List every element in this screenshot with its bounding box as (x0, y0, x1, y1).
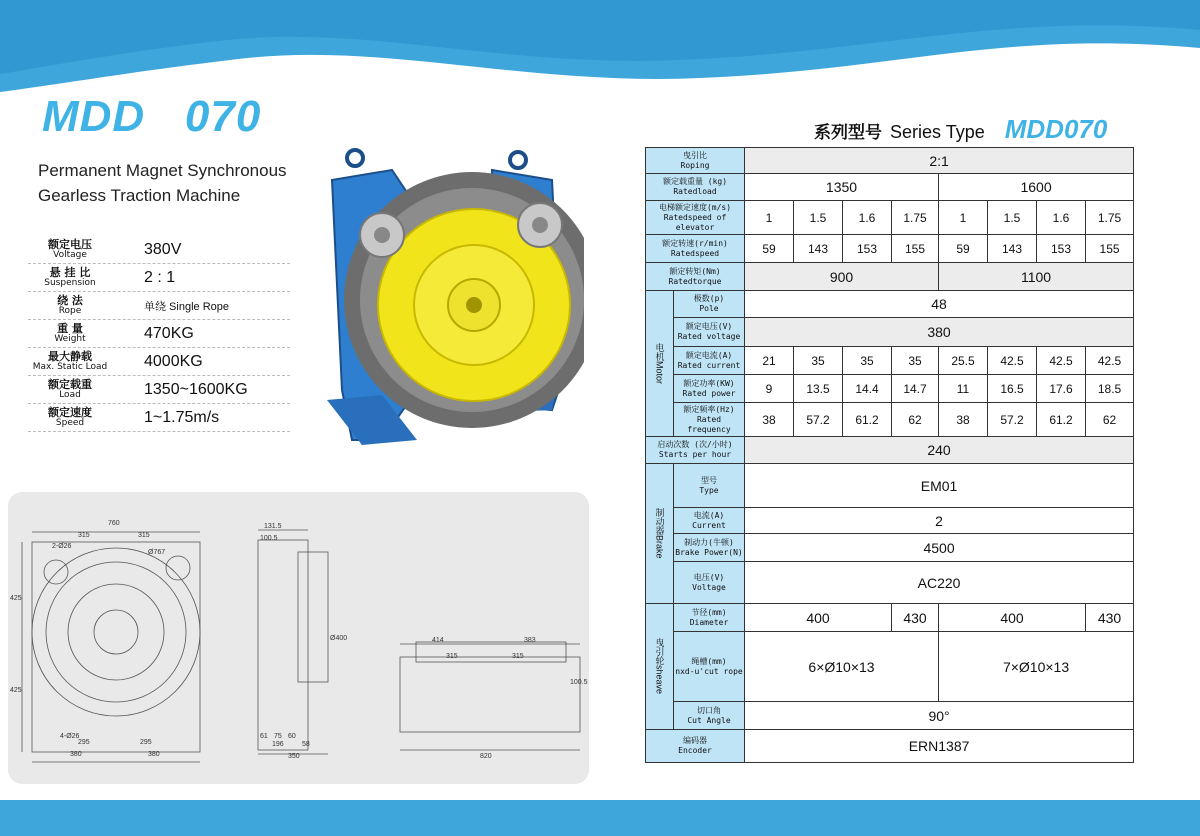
cell-value: 16.5 (988, 375, 1037, 403)
spec-value: 2 : 1 (144, 268, 176, 286)
table-row (646, 403, 1134, 437)
cell-value: 7×Ø10×13 (939, 632, 1134, 702)
cell-value: 42.5 (1086, 347, 1134, 375)
row-label: 额定载重量 (kg) Ratedload (646, 174, 745, 201)
cell-value: 13.5 (794, 375, 843, 403)
dim-label: 760 (108, 520, 120, 527)
spec-row (28, 376, 290, 404)
spec-label-en: Rope (58, 305, 82, 316)
row-label: 电梯额定速度(m/s) Ratedspeed of elevator (646, 201, 745, 235)
spec-row (28, 320, 290, 348)
spec-label-en: Max. Static Load (32, 361, 108, 372)
spec-label-en: Voltage (53, 249, 87, 260)
cell-value: 1.75 (1086, 201, 1134, 235)
series-label-en: Series Type (890, 122, 985, 142)
spec-row (28, 236, 290, 264)
dim-label: 383 (524, 637, 536, 644)
spec-label-en: Load (59, 389, 81, 400)
table-row (646, 632, 1134, 702)
cell-value: 62 (1086, 403, 1134, 437)
cell-value: 1.75 (892, 201, 939, 235)
subtitle-line-1: Permanent Magnet Synchronous (38, 161, 287, 180)
dim-label: 425 (10, 687, 22, 694)
spec-value: 380V (144, 240, 182, 258)
table-row (646, 604, 1134, 632)
dim-label: 2-Ø26 (52, 543, 72, 550)
row-label: 型号 Type (674, 464, 745, 508)
spec-label-en: Weight (54, 333, 86, 344)
table-row (646, 375, 1134, 403)
table-row (646, 437, 1134, 464)
row-label: 额定转速(r/min) Ratedspeed (646, 235, 745, 263)
cell-value: 430 (1086, 604, 1134, 632)
cell-value: 42.5 (988, 347, 1037, 375)
cell-value: 57.2 (794, 403, 843, 437)
cell-value: 2:1 (745, 148, 1134, 174)
cell-value: 1.6 (1037, 201, 1086, 235)
dim-label: 61 (260, 733, 268, 740)
dim-label: 60 (288, 733, 296, 740)
spec-row (28, 264, 290, 292)
spec-value: 单绕 Single Rope (144, 300, 229, 313)
table-row (646, 508, 1134, 534)
series-label-cn: 系列型号 (814, 123, 882, 143)
cell-value: 400 (745, 604, 892, 632)
spec-label-cn: 额定载重 (48, 377, 92, 391)
table-row (646, 148, 1134, 174)
row-label: 启动次数 (次/小时) Starts per hour (646, 437, 745, 464)
spec-table (645, 147, 1134, 763)
dim-label: 58 (302, 741, 310, 748)
spec-list (28, 236, 290, 432)
row-label: 电压(V) Voltage (674, 562, 745, 604)
dim-label: Ø400 (330, 635, 348, 642)
cell-value: 17.6 (1037, 375, 1086, 403)
row-label: 切口角 Cut Angle (674, 702, 745, 730)
cell-value: 18.5 (1086, 375, 1134, 403)
cell-value: 35 (843, 347, 892, 375)
dim-label: 425 (10, 595, 22, 602)
model-title: MDD 070 (42, 92, 262, 141)
cell-value: 14.7 (892, 375, 939, 403)
group-label-sheave: 曳引轮sheave (646, 604, 674, 730)
row-label: 绳槽(mm) nxd-u'cut rope (674, 632, 745, 702)
cell-value: 62 (892, 403, 939, 437)
dimension-drawing-panel (8, 492, 589, 784)
cell-value: 90° (745, 702, 1134, 730)
subtitle-line-2: Gearless Traction Machine (38, 186, 241, 205)
table-row (646, 534, 1134, 562)
cell-value: 14.4 (843, 375, 892, 403)
cell-value: 1100 (939, 263, 1134, 291)
table-row (646, 291, 1134, 318)
dim-label: 100.5 (260, 535, 278, 542)
spec-label-cn: 最大静载 (48, 349, 92, 363)
table-row (646, 263, 1134, 291)
cell-value: 143 (988, 235, 1037, 263)
cell-value: 153 (1037, 235, 1086, 263)
cell-value: 59 (745, 235, 794, 263)
dimension-drawing (8, 492, 589, 784)
dim-label: 295 (78, 739, 90, 746)
dim-label: 131.5 (264, 523, 282, 530)
spec-label-cn: 重 量 (57, 321, 83, 335)
group-label-motor: 电机Motor (646, 291, 674, 437)
cell-value: 48 (745, 291, 1134, 318)
top-wave-banner (0, 0, 1200, 100)
spec-label-en: Suspension (44, 277, 96, 288)
cell-value: 153 (843, 235, 892, 263)
cell-value: 143 (794, 235, 843, 263)
row-label: 节径(mm) Diameter (674, 604, 745, 632)
row-label: 额定电压(V) Rated voltage (674, 318, 745, 347)
product-subtitle (38, 158, 287, 208)
row-label: 额定功率(KW) Rated power (674, 375, 745, 403)
cell-value: 2 (745, 508, 1134, 534)
spec-row (28, 292, 290, 320)
table-row (646, 235, 1134, 263)
cell-value: 1 (745, 201, 794, 235)
table-row (646, 318, 1134, 347)
dim-label: 380 (148, 751, 160, 758)
row-label: 制动力(牛顿) Brake Power(N) (674, 534, 745, 562)
series-model: MDD070 (1004, 114, 1108, 144)
cell-value: 61.2 (1037, 403, 1086, 437)
spec-value: 470KG (144, 324, 194, 342)
cell-value: 380 (745, 318, 1134, 347)
spec-value: 1~1.75m/s (144, 408, 220, 426)
cell-value: 61.2 (843, 403, 892, 437)
cell-value: 240 (745, 437, 1134, 464)
cell-value: 42.5 (1037, 347, 1086, 375)
cell-value: EM01 (745, 464, 1134, 508)
spec-row (28, 404, 290, 432)
cell-value: 38 (745, 403, 794, 437)
table-row (646, 702, 1134, 730)
cell-value: 6×Ø10×13 (745, 632, 939, 702)
cell-value: 1.5 (794, 201, 843, 235)
cell-value: 1350 (745, 174, 939, 201)
dim-label: 315 (446, 653, 458, 660)
dim-label: 196 (272, 741, 284, 748)
cell-value: 21 (745, 347, 794, 375)
cell-value: 35 (892, 347, 939, 375)
row-label: 额定频率(Hz) Rated frequency (674, 403, 745, 437)
spec-label-cn: 绕 法 (57, 293, 83, 307)
dim-label: 315 (512, 653, 524, 660)
spec-value: 1350~1600KG (144, 380, 248, 398)
traction-machine-image (322, 140, 584, 445)
dim-label: 100.5 (570, 679, 588, 686)
row-label: 极数(p) Pole (674, 291, 745, 318)
group-label-brake: 制动器Brake (646, 464, 674, 604)
series-header (814, 114, 1107, 145)
cell-value: 400 (939, 604, 1086, 632)
dim-label: 414 (432, 637, 444, 644)
cell-value: 4500 (745, 534, 1134, 562)
cell-value: ERN1387 (745, 730, 1134, 763)
dim-label: 315 (78, 532, 90, 539)
dim-label: 820 (480, 753, 492, 760)
cell-value: 1600 (939, 174, 1134, 201)
spec-label-cn: 额定电压 (48, 237, 92, 251)
cell-value: 59 (939, 235, 988, 263)
row-label: 额定电流(A) Rated current (674, 347, 745, 375)
dim-label: 4-Ø26 (60, 733, 80, 740)
dim-label: 75 (274, 733, 282, 740)
bottom-wave-banner (0, 800, 1200, 836)
dim-label: 380 (70, 751, 82, 758)
cell-value: 900 (745, 263, 939, 291)
spec-row (28, 348, 290, 376)
table-row (646, 201, 1134, 235)
row-label: 电流(A) Current (674, 508, 745, 534)
table-row (646, 464, 1134, 508)
spec-value: 4000KG (144, 352, 203, 370)
dim-label: 295 (140, 739, 152, 746)
row-label: 编码器 Encoder (646, 730, 745, 763)
cell-value: 1.5 (988, 201, 1037, 235)
cell-value: AC220 (745, 562, 1134, 604)
dim-label: Ø767 (148, 549, 166, 556)
cell-value: 155 (892, 235, 939, 263)
table-row (646, 562, 1134, 604)
cell-value: 1.6 (843, 201, 892, 235)
cell-value: 1 (939, 201, 988, 235)
cell-value: 430 (892, 604, 939, 632)
row-label: 曳引比 Roping (646, 148, 745, 174)
cell-value: 155 (1086, 235, 1134, 263)
cell-value: 35 (794, 347, 843, 375)
cell-value: 57.2 (988, 403, 1037, 437)
dim-label: 350 (288, 753, 300, 760)
cell-value: 9 (745, 375, 794, 403)
dim-label: 315 (138, 532, 150, 539)
spec-label-cn: 额定速度 (48, 405, 92, 419)
table-row (646, 730, 1134, 763)
table-row (646, 347, 1134, 375)
cell-value: 38 (939, 403, 988, 437)
spec-label-en: Speed (55, 417, 85, 428)
cell-value: 25.5 (939, 347, 988, 375)
table-row (646, 174, 1134, 201)
cell-value: 11 (939, 375, 988, 403)
row-label: 额定转矩(Nm) Ratedtorque (646, 263, 745, 291)
spec-label-cn: 悬 挂 比 (49, 265, 91, 279)
